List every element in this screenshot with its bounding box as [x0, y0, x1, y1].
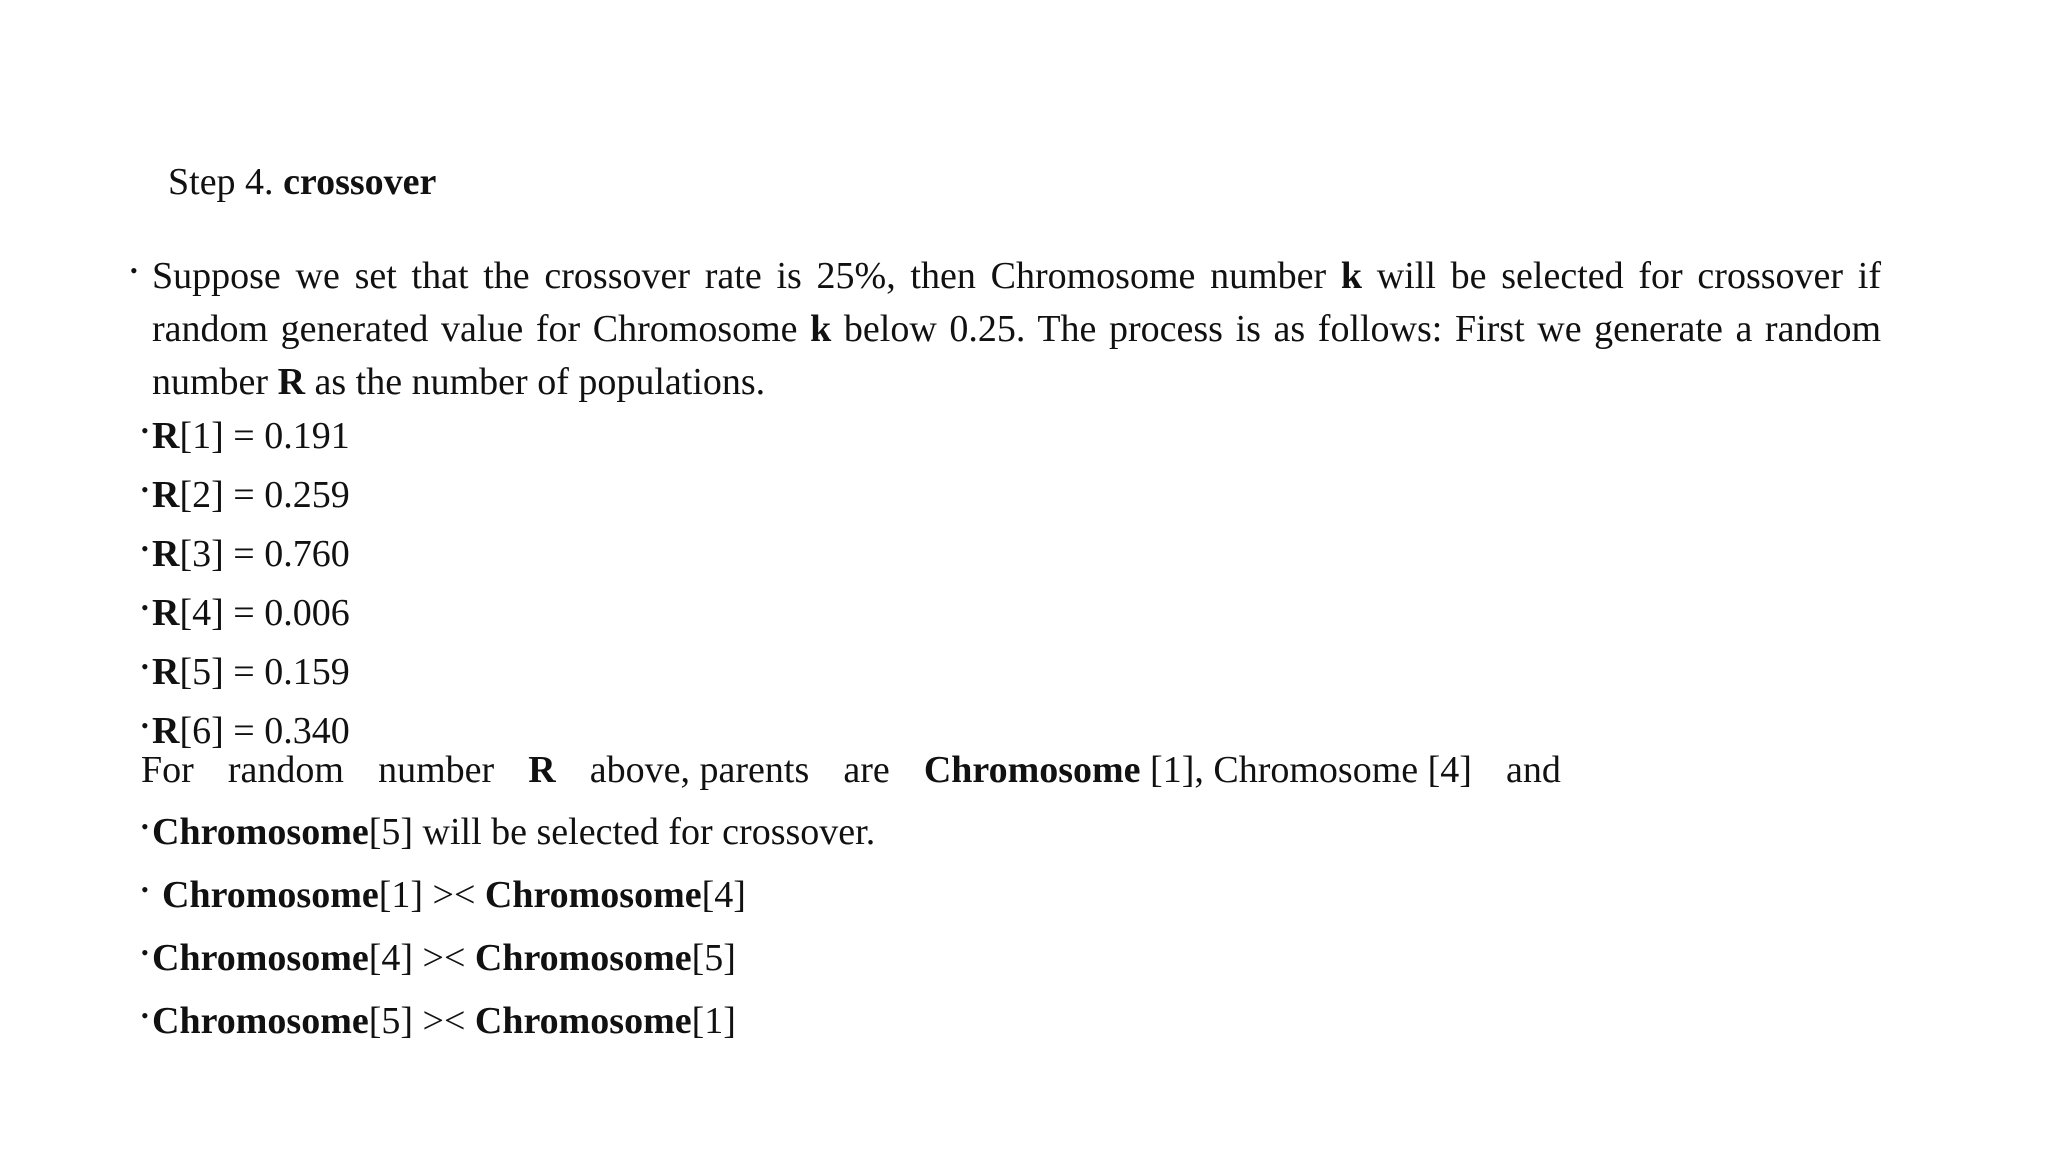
intro-paragraph: • Suppose we set that the crossover rate is 25%, then Chromosome number k will be selected for crossover if random generated value for Chromosome k below 0.25. The process is as follows: First we generate a random number R as the number of populations. — [141, 244, 1881, 409]
bullet-icon: • — [141, 940, 149, 965]
step-title-prefix: Step 4. — [168, 161, 274, 203]
bullet-icon: • — [141, 877, 149, 902]
list-item: •R[6] = 0.340 — [141, 699, 1881, 758]
bullet-icon: • — [130, 258, 138, 283]
bullet-icon: • — [141, 477, 149, 502]
list-item: •R[2] = 0.259 — [141, 463, 1881, 522]
bullet-icon: • — [141, 654, 149, 679]
pair-item: • Chromosome[1] >< Chromosome[4] — [141, 861, 1881, 924]
pair-item: •Chromosome[5] >< Chromosome[1] — [141, 987, 1881, 1050]
bullet-icon: • — [141, 595, 149, 620]
bullet-icon: • — [141, 814, 149, 839]
selected-line: •Chromosome[5] will be selected for crossover. — [141, 798, 1881, 861]
crossover-pairs — [141, 798, 1881, 1050]
step-title — [168, 158, 436, 206]
bullet-icon: • — [141, 1003, 149, 1028]
list-item: •R[5] = 0.159 — [141, 640, 1881, 699]
random-values-list — [141, 404, 1881, 758]
parents-sentence: For random number R above, parents are Chromosome [1], Chromosome [4] and — [141, 749, 1561, 791]
bullet-icon: • — [141, 713, 149, 738]
list-item: •R[1] = 0.191 — [141, 404, 1881, 463]
pair-item: •Chromosome[4] >< Chromosome[5] — [141, 924, 1881, 987]
step-title-bold: crossover — [283, 161, 437, 203]
bullet-icon: • — [141, 418, 149, 443]
list-item: •R[4] = 0.006 — [141, 581, 1881, 640]
list-item: •R[3] = 0.760 — [141, 522, 1881, 581]
bullet-icon: • — [141, 536, 149, 561]
